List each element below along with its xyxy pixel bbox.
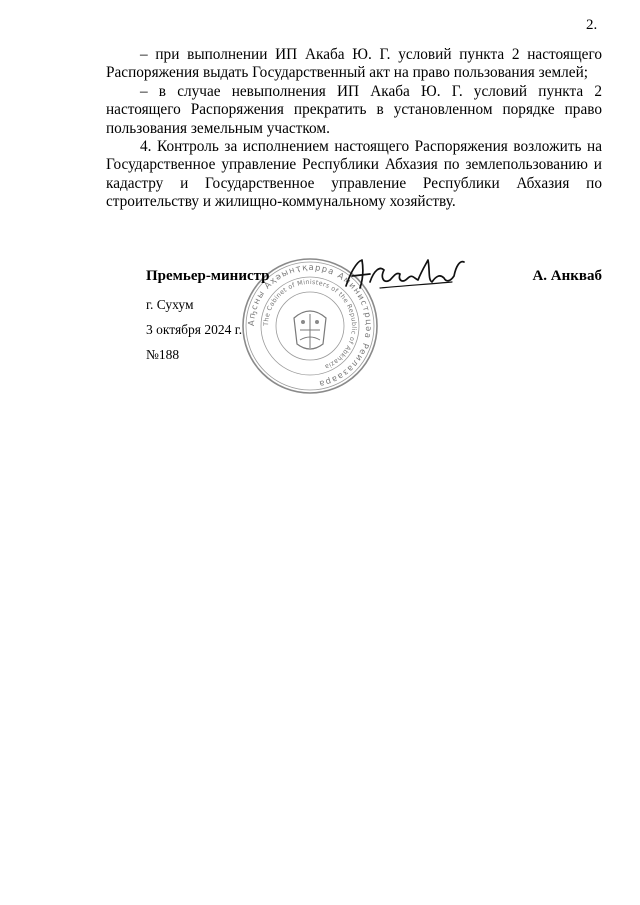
signatory-name: А. Анкваб [532, 268, 602, 284]
seal-inner-text: The Cabinet of Ministers of the Republic of Abkhazia [261, 277, 359, 372]
signatory-title: Премьер-министр [146, 268, 270, 284]
page-number: 2. [586, 17, 598, 33]
document-number: №188 [146, 347, 180, 362]
paragraph-item: – при выполнении ИП Акаба Ю. Г. условий пункта 2 настоящего Распоряжения выдать Государственный акт на право пользования землей; [106, 46, 602, 82]
paragraph-item: – в случае невыполнения ИП Акаба Ю. Г. условий пункта 2 настоящего Распоряжения прекратить в установленном порядке право пользования земельным участком. [106, 82, 602, 137]
document-body [106, 46, 602, 212]
document-place: г. Сухум [146, 297, 194, 312]
handwritten-signature-icon [340, 252, 470, 298]
seal-outer-text: Аҧсны Аҳәынҭқарра Аминистрцәа Реилазаара [245, 261, 375, 390]
document-date: 3 октября 2024 г. [146, 322, 243, 337]
paragraph-item: 4. Контроль за исполнением настоящего Распоряжения возложить на Государственное управление Республики Абхазия по землепользованию и кадастру и Государственное управление Республики Абхазия по строительству и жилищно-коммунальному хозяйству. [106, 138, 602, 211]
